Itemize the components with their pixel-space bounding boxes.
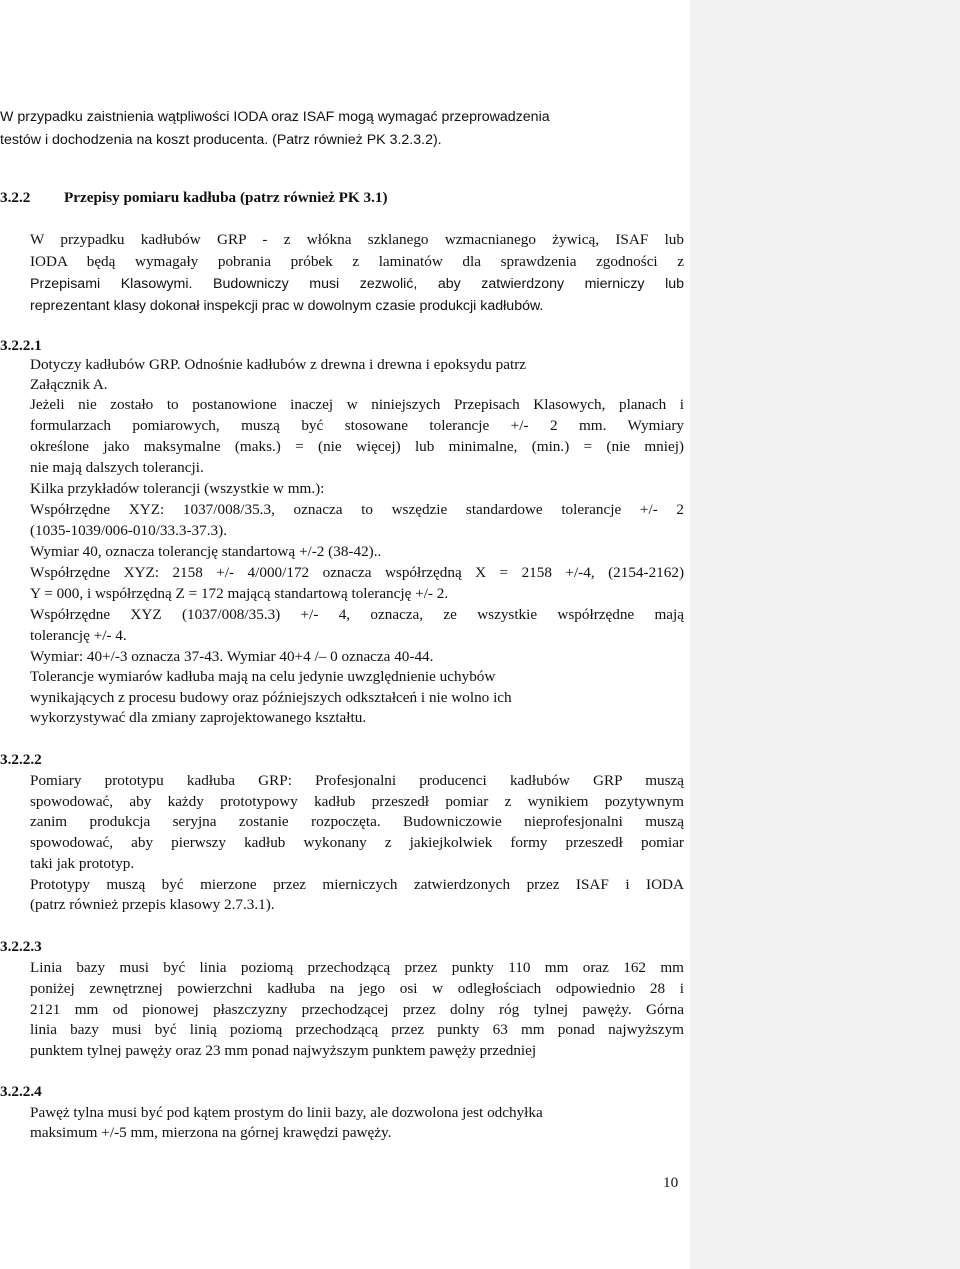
- section-3-2-2-1-line-14: tolerancję +/- 4.: [30, 627, 127, 644]
- section-3-2-2-2-line-5: taki jak prototyp.: [30, 855, 135, 872]
- section-3-2-2-3-line-1: Linia bazy musi być linia poziomą przechodzącą przez punkty 110 mm oraz 162 mm: [30, 959, 684, 976]
- section-3-2-2-line-3: Przepisami Klasowymi. Budowniczy musi zezwolić, aby zatwierdzony mierniczy lub: [30, 276, 684, 292]
- section-3-2-2-2-line-7: (patrz również przepis klasowy 2.7.3.1).: [30, 896, 275, 913]
- section-3-2-2-2-line-6: Prototypy muszą być mierzone przez mierniczych zatwierdzonych przez ISAF i IODA: [30, 876, 684, 893]
- intro-line-2: testów i dochodzenia na koszt producenta. (Patrz również PK 3.2.3.2).: [0, 132, 442, 148]
- intro-line-1: W przypadku zaistnienia wątpliwości IODA oraz ISAF mogą wymagać przeprowadzenia: [0, 109, 550, 125]
- comment-margin-pane: [690, 0, 960, 1269]
- section-3-2-2-1-line-10: Wymiar 40, oznacza tolerancję standartową +/-2 (38-42)..: [30, 543, 382, 560]
- section-3-2-2-line-2: IODA będą wymagały pobrania próbek z laminatów dla sprawdzenia zgodności z: [30, 253, 684, 270]
- section-number-3-2-2-1: 3.2.2.1: [0, 337, 42, 354]
- section-3-2-2-2-line-3: zanim produkcja seryjna zostanie rozpoczęta. Budowniczowie nieprofesjonalni muszą: [30, 813, 684, 830]
- section-3-2-2-1-line-9: (1035-1039/006-010/33.3-37.3).: [30, 522, 227, 539]
- section-3-2-2-3-line-3: 2121 mm od pionowej płaszczyzny przechodzącej przez dolny róg tylnej pawęży. Górna: [30, 1001, 684, 1018]
- section-number-3-2-2-2: 3.2.2.2: [0, 751, 42, 768]
- section-title-3-2-2: Przepisy pomiaru kadłuba (patrz również PK 3.1): [64, 189, 388, 206]
- section-3-2-2-1-line-1: Dotyczy kadłubów GRP. Odnośnie kadłubów z drewna i drewna i epoksydu patrz: [30, 356, 527, 373]
- section-3-2-2-1-line-2: Załącznik A.: [30, 376, 108, 393]
- section-3-2-2-1-line-5: określone jako maksymalne (maks.) = (nie więcej) lub minimalne, (min.) = (nie mniej): [30, 438, 684, 455]
- page-number: 10: [663, 1174, 679, 1191]
- section-3-2-2-1-line-17: wynikających z procesu budowy oraz późniejszych odkształceń i nie wolno ich: [30, 689, 512, 706]
- section-number-3-2-2: 3.2.2: [0, 189, 31, 206]
- section-3-2-2-1-line-8: Współrzędne XYZ: 1037/008/35.3, oznacza to wszędzie standardowe tolerancje +/- 2: [30, 501, 684, 518]
- section-3-2-2-1-line-6: nie mają dalszych tolerancji.: [30, 459, 204, 476]
- section-3-2-2-1-line-12: Y = 000, i współrzędną Z = 172 mającą standartową tolerancję +/- 2.: [30, 585, 449, 602]
- section-3-2-2-3-line-2: poniżej zewnętrznej powierzchni kadłuba na jego osi w odległościach odpowiednio 28 i: [30, 980, 684, 997]
- section-3-2-2-1-line-7: Kilka przykładów tolerancji (wszystkie w mm.):: [30, 480, 325, 497]
- section-3-2-2-1-line-3: Jeżeli nie zostało to postanowione inaczej w niniejszych Przepisach Klasowych, planach i: [30, 396, 684, 413]
- section-3-2-2-4-line-2: maksimum +/-5 mm, mierzona na górnej krawędzi pawęży.: [30, 1124, 392, 1141]
- section-3-2-2-3-line-4: linia bazy musi być linią poziomą przechodzącą przez punkty 63 mm ponad najwyższym: [30, 1021, 684, 1038]
- section-3-2-2-2-line-2: spowodować, aby każdy prototypowy kadłub przeszedł pomiar z wynikiem pozytywnym: [30, 793, 684, 810]
- section-number-3-2-2-4: 3.2.2.4: [0, 1083, 42, 1100]
- section-3-2-2-line-1: W przypadku kadłubów GRP - z włókna szklanego wzmacnianego żywicą, ISAF lub: [30, 231, 684, 248]
- section-3-2-2-line-4: reprezentant klasy dokonał inspekcji prac w dowolnym czasie produkcji kadłubów.: [30, 298, 544, 314]
- section-3-2-2-1-line-13: Współrzędne XYZ (1037/008/35.3) +/- 4, oznacza, ze wszystkie współrzędne mają: [30, 606, 684, 623]
- section-3-2-2-1-line-11: Współrzędne XYZ: 2158 +/- 4/000/172 oznacza współrzędną X = 2158 +/-4, (2154-2162): [30, 564, 684, 581]
- section-3-2-2-3-line-5: punktem tylnej pawęży oraz 23 mm ponad najwyższym punktem pawęży przedniej: [30, 1042, 537, 1059]
- section-3-2-2-1-line-18: wykorzystywać dla zmiany zaprojektowanego kształtu.: [30, 709, 367, 726]
- section-number-3-2-2-3: 3.2.2.3: [0, 938, 42, 955]
- section-3-2-2-1-line-16: Tolerancje wymiarów kadłuba mają na celu jedynie uwzględnienie uchybów: [30, 668, 496, 685]
- section-3-2-2-2-line-4: spowodować, aby pierwszy kadłub wykonany z jakiejkolwiek formy przeszedł pomiar: [30, 834, 684, 851]
- section-3-2-2-1-line-15: Wymiar: 40+/-3 oznacza 37-43. Wymiar 40+4 /– 0 oznacza 40-44.: [30, 648, 434, 665]
- section-3-2-2-1-line-4: formularzach pomiarowych, muszą być stosowane tolerancje +/- 2 mm. Wymiary: [30, 417, 684, 434]
- section-3-2-2-2-line-1: Pomiary prototypu kadłuba GRP: Profesjonalni producenci kadłubów GRP muszą: [30, 772, 684, 789]
- section-3-2-2-4-line-1: Pawęż tylna musi być pod kątem prostym do linii bazy, ale dozwolona jest odchyłka: [30, 1104, 543, 1121]
